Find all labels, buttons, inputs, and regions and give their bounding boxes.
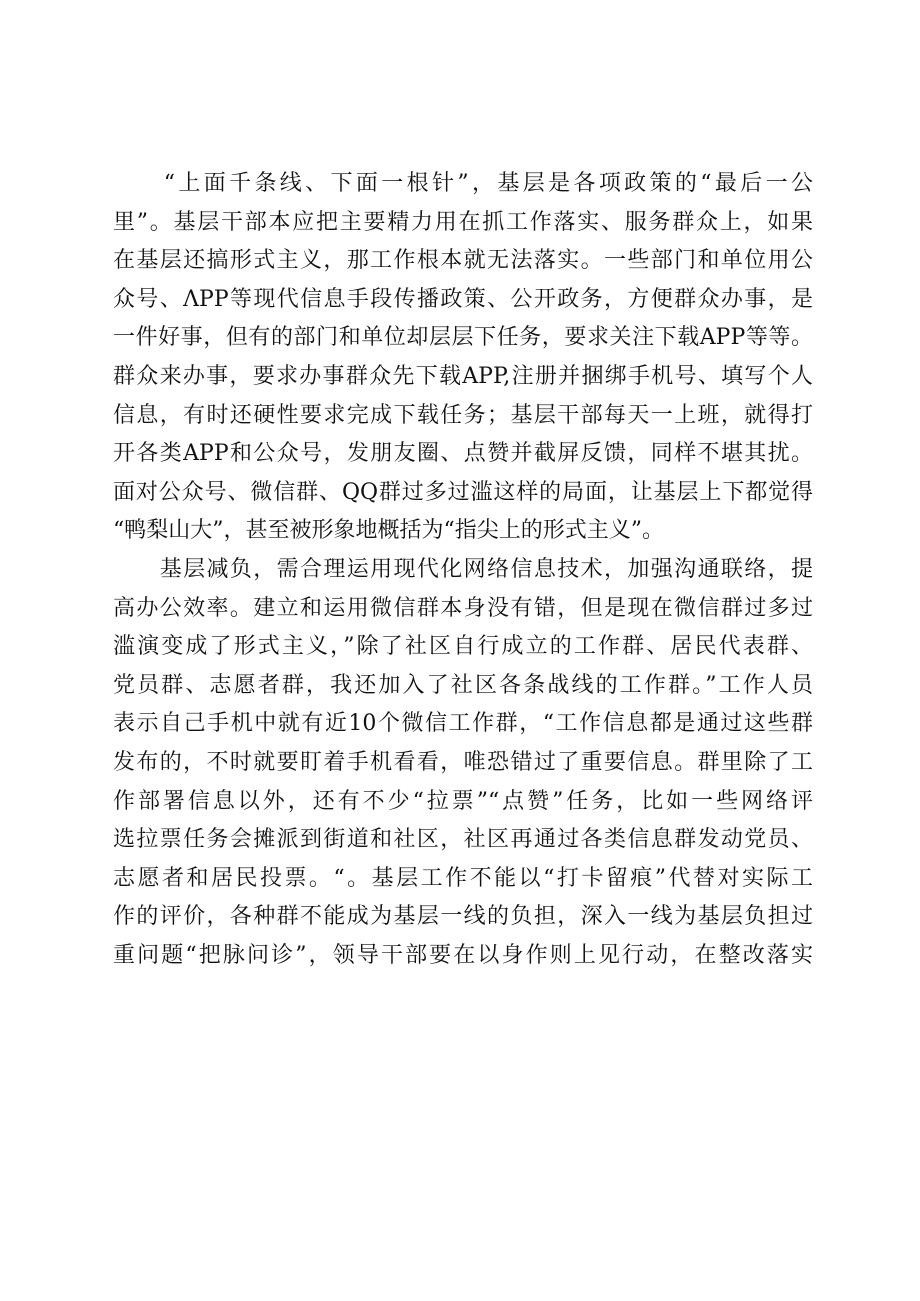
text-line: “上面千条线、下面一根针”，基层是各项政策的“最后一公 xyxy=(113,171,813,196)
text-line: 开各类APP和公众号，发朋友圈、点赞并截屏反馈，同样不堪其扰。 xyxy=(113,441,813,467)
text-line: 信息，有时还硬性要求完成下载任务；基层干部每天一上班，就得打 xyxy=(113,402,813,428)
text-line: 滥演变成了形式主义，”除了社区自行成立的工作群、居民代表群、 xyxy=(113,634,813,660)
text-line: 发布的，不时就要盯着手机看看，唯恐错过了重要信息。群里除了工 xyxy=(113,749,813,775)
text-line: 党员群、志愿者群，我还加入了社区各条战线的工作群。”工作人员 xyxy=(113,672,813,698)
text-line: 高办公效率。建立和运用微信群本身没有错，但是现在微信群过多过 xyxy=(113,595,813,621)
text-line: 里”。基层干部本应把主要精力用在抓工作落实、服务群众上，如果 xyxy=(113,209,813,235)
text-line: 作部署信息以外，还有不少“拉票”“点赞”任务，比如一些网络评 xyxy=(113,788,813,814)
text-line: 众号、ΛPP等现代信息手段传播政策、公开政务，方便群众办事，是 xyxy=(113,286,813,312)
text-line: 表示自己手机中就有近10个微信工作群，“工作信息都是通过这些群 xyxy=(113,711,813,737)
text-line: 一件好事，但有的部门和单位却层层下任务，要求关注下载APP等等。 xyxy=(113,325,813,351)
paragraph-1 xyxy=(113,165,813,551)
paragraph-2 xyxy=(113,551,813,976)
text-line: 群众来办事，要求办事群众先下载APP,注册并捆绑手机号、填写个人 xyxy=(113,363,813,389)
text-line: “鸭梨山大”，甚至被形象地概括为“指尖上的形式主义”。 xyxy=(113,518,664,544)
text-line: 在基层还搞形式主义，那工作根本就无法落实。一些部门和单位用公 xyxy=(113,248,813,274)
text-line: 重问题“把脉问诊”，领导干部要在以身作则上见行动，在整改落实 xyxy=(113,942,813,968)
text-line: 面对公众号、微信群、QQ群过多过滥这样的局面，让基层上下都觉得 xyxy=(113,479,813,505)
text-line: 基层减负，需合理运用现代化网络信息技术，加强沟通联络，提 xyxy=(113,556,813,582)
text-line: 作的评价，各种群不能成为基层一线的负担，深入一线为基层负担过 xyxy=(113,904,813,930)
text-line: 志愿者和居民投票。“。基层工作不能以“打卡留痕”代替对实际工 xyxy=(113,865,813,891)
text-line: 选拉票任务会摊派到街道和社区，社区再通过各类信息群发动党员、 xyxy=(113,827,813,853)
document-body xyxy=(113,165,813,975)
